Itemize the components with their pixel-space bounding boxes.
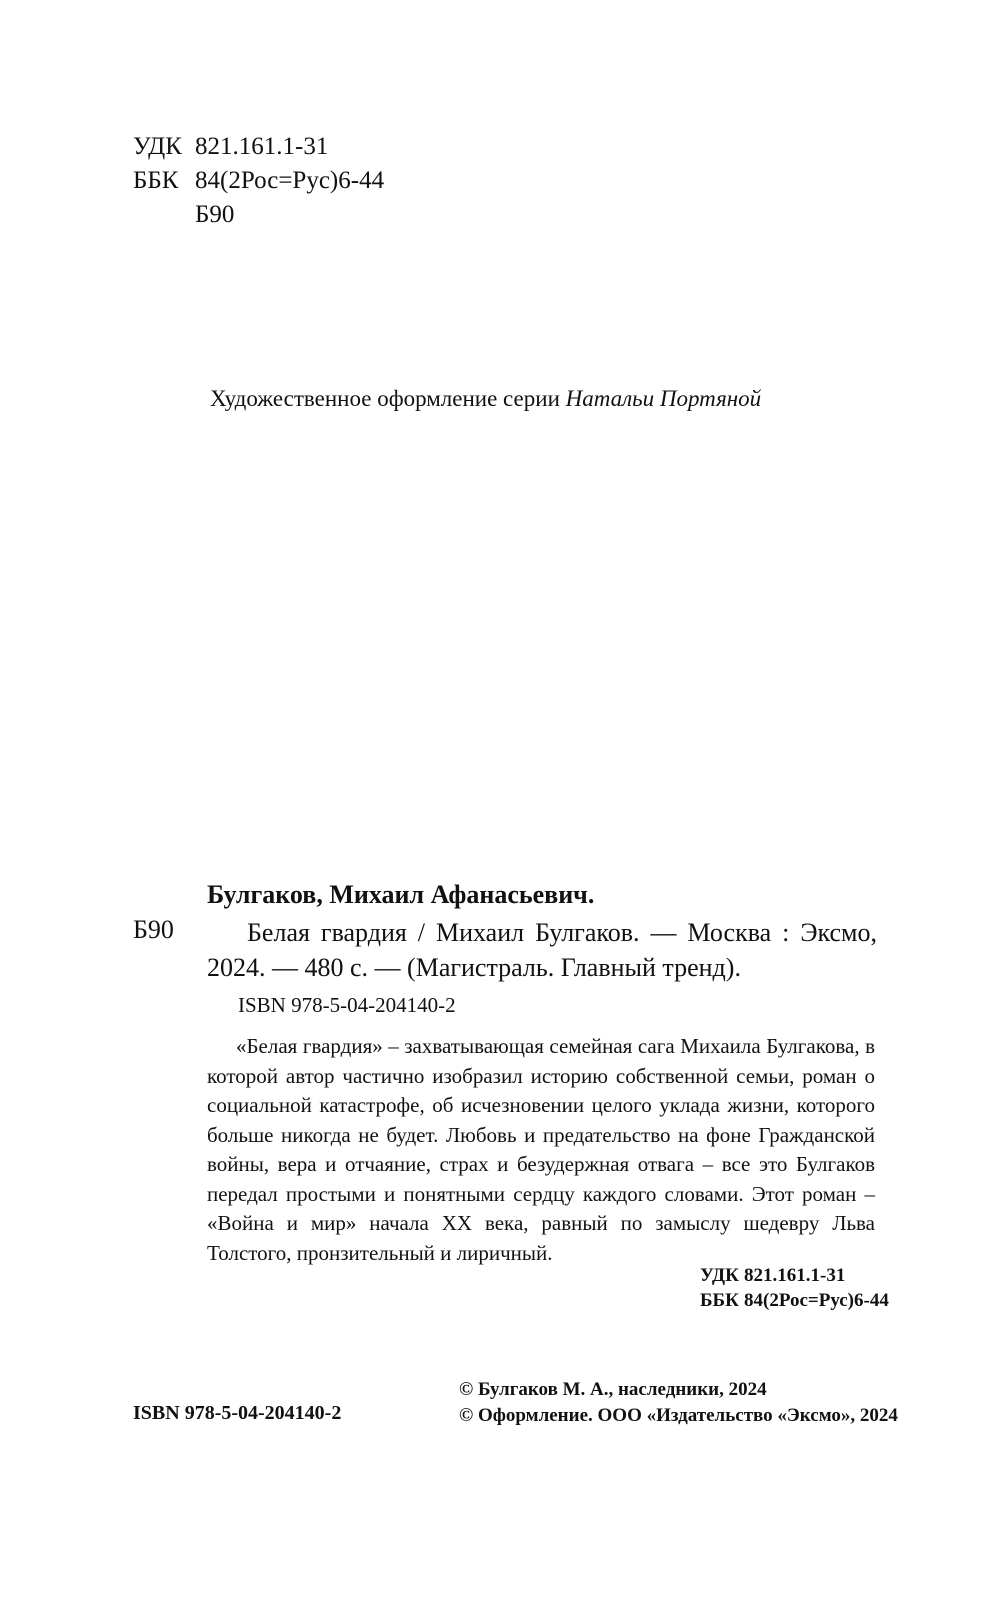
record-author-mark: Б90 <box>133 915 174 944</box>
art-design-text: Художественное оформление серии <box>210 386 566 411</box>
copyright-line-2: © Оформление. ООО «Издательство «Эксмо», 2024 <box>459 1405 898 1426</box>
bbk-value: 84(2Рос=Рус)6-44 <box>195 167 385 194</box>
bottom-bbk-row <box>700 1288 889 1313</box>
art-design-credit <box>210 386 761 412</box>
bib-line-2: 2024. — 480 с. — (Магистраль. Главный тренд). <box>207 953 741 982</box>
top-author-mark-row <box>133 198 384 232</box>
annotation <box>207 1032 875 1268</box>
bbk-label: ББК <box>133 167 179 194</box>
author-mark: Б90 <box>195 201 235 228</box>
bottom-bbk-value: 84(2Рос=Рус)6-44 <box>744 1290 889 1311</box>
bottom-bbk-label: ББК <box>700 1290 739 1311</box>
bib-line-1: Белая гвардия / Михаил Булгаков. — Москва : Эксмо, <box>247 918 877 947</box>
art-designer-name: Натальи Портяной <box>565 386 762 411</box>
bottom-classification-codes <box>700 1263 889 1313</box>
author-heading: Булгаков, Михаил Афанасьевич. <box>207 880 595 909</box>
bottom-isbn: ISBN 978-5-04-204140-2 <box>133 1402 342 1424</box>
copyright-line-1: © Булгаков М. А., наследники, 2024 <box>459 1379 767 1400</box>
annotation-text: «Белая гвардия» – захватывающая семейная сага Михаила Булгакова, в которой автор частично изобразил историю собственной семьи, роман о социальной катастрофе, об исчезновении целого уклада жизни, которого больше никогда не будет. Любовь и предательство на фоне Гражданской войны, вера и отчаяние, страх и безудержная отвага – все это Булгаков передал простыми и понятными сердцу каждого словами. Этот роман – «Война и мир» начала ХХ века, равный по замыслу шедевру Льва Толстого, пронзительный и лиричный. <box>207 1034 875 1265</box>
top-bbk-row <box>133 164 384 198</box>
bottom-udk-label: УДК <box>700 1265 739 1286</box>
udk-label: УДК <box>133 133 182 160</box>
bottom-udk-row <box>700 1263 889 1288</box>
top-udk-row <box>133 130 384 164</box>
record-isbn: ISBN 978-5-04-204140-2 <box>238 993 456 1017</box>
copyright-block <box>459 1377 898 1429</box>
top-classification-codes <box>133 130 384 232</box>
bibliographic-description <box>207 915 877 985</box>
udk-value: 821.161.1-31 <box>195 133 329 160</box>
bottom-udk-value: 821.161.1-31 <box>744 1265 846 1286</box>
